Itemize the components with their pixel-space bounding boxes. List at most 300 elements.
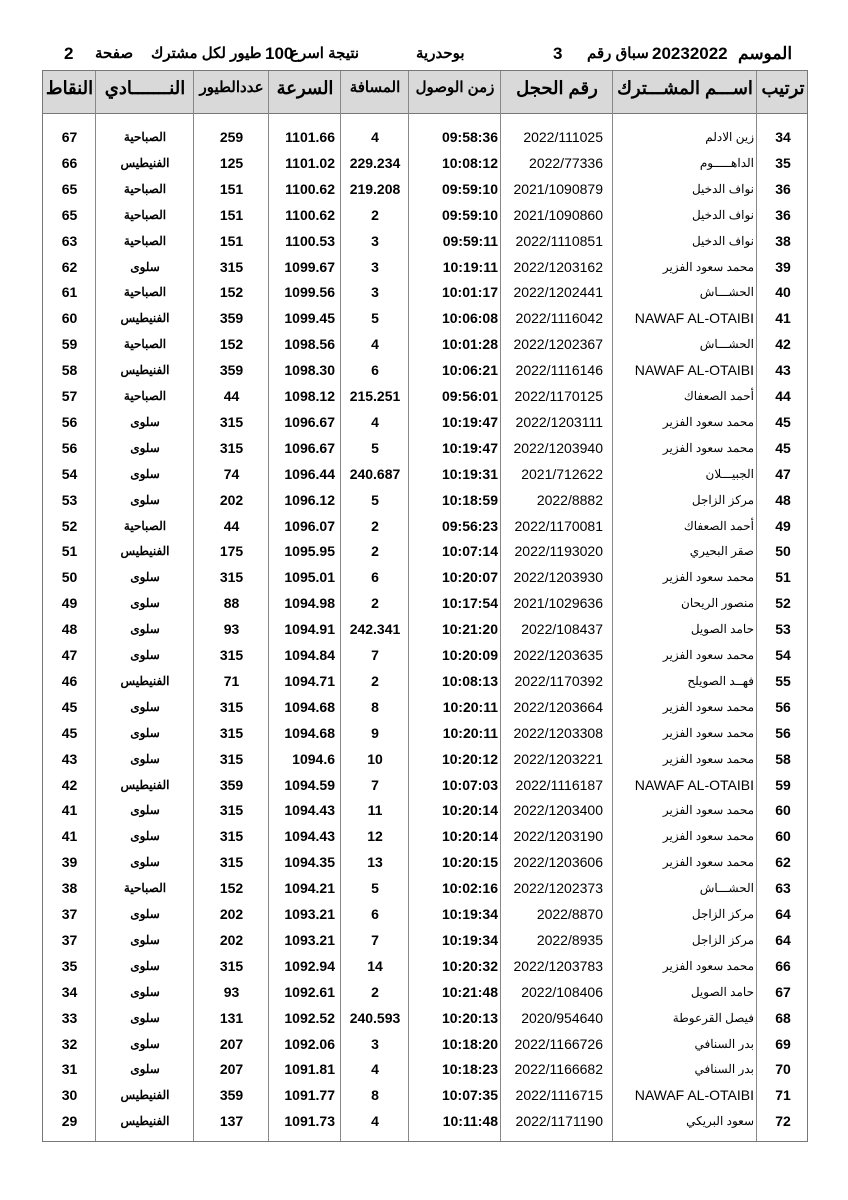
cell-rank: 63: [775, 880, 791, 897]
cell-birds: 359: [219, 362, 244, 379]
cell-rank: 52: [775, 595, 791, 612]
cell-distance: 240.687: [349, 465, 401, 482]
table-row: [43, 435, 807, 461]
cell-points: 54: [61, 465, 78, 482]
table-row: [43, 953, 807, 979]
cell-name: NAWAF AL-OTAIBI: [634, 362, 754, 379]
cell-club: سلوى: [130, 751, 160, 766]
cell-points: 57: [61, 388, 78, 404]
cell-rank: 60: [775, 802, 791, 819]
cell-distance: 8: [371, 698, 379, 715]
table-row: [43, 642, 807, 668]
cell-time: 10:20:13: [441, 1009, 498, 1026]
cell-name: سعود البريكي: [686, 1114, 754, 1129]
cell-club: الصباحية: [123, 285, 167, 300]
cell-club: سلوى: [130, 829, 160, 844]
cell-rank: 66: [775, 957, 791, 974]
cell-birds: 315: [219, 258, 244, 275]
cell-rank: 40: [775, 284, 791, 301]
cell-club: الفنيطيس: [120, 155, 170, 170]
cell-rank: 60: [775, 828, 791, 845]
cell-points: 41: [61, 802, 78, 819]
cell-rank: 45: [775, 439, 791, 456]
cell-name: الحشـــاش: [699, 285, 754, 300]
bird-count: 100: [265, 44, 294, 63]
column-divider: [193, 71, 194, 1141]
cell-club: سلوى: [130, 958, 160, 973]
cell-birds: 315: [219, 854, 244, 871]
cell-speed: 1096.44: [284, 465, 335, 482]
cell-points: 42: [61, 776, 78, 793]
cell-distance: 4: [371, 1113, 379, 1130]
cell-club: سلوى: [130, 622, 160, 637]
cell-distance: 8: [371, 1087, 379, 1104]
cell-rank: 38: [775, 232, 791, 249]
cell-club: الفنيطيس: [120, 777, 170, 792]
column-header-ring[interactable]: رقم الحجل: [516, 78, 598, 98]
table-row: [43, 849, 807, 875]
cell-distance: 4: [371, 129, 379, 145]
cell-time: 10:08:12: [441, 154, 498, 171]
cell-time: 10:19:47: [441, 413, 498, 430]
cell-distance: 3: [371, 258, 379, 275]
cell-rank: 64: [775, 931, 791, 948]
cell-name: نواف الدخيل: [691, 207, 754, 222]
cell-name: مركز الزاجل: [691, 907, 754, 921]
cell-name: الحشـــاش: [699, 337, 754, 352]
cell-name: الجبيـــلان: [705, 466, 754, 481]
cell-points: 53: [61, 491, 78, 508]
per-participant-label: طيور لكل مشترك: [151, 45, 262, 62]
cell-distance: 7: [371, 931, 379, 948]
table-row: [43, 305, 807, 331]
cell-time: 10:20:12: [441, 750, 498, 767]
cell-time: 10:18:20: [441, 1035, 498, 1052]
cell-rank: 35: [775, 154, 791, 171]
cell-name: محمد سعود الفزير: [662, 725, 754, 740]
cell-time: 10:20:07: [441, 569, 498, 586]
cell-rank: 39: [775, 258, 791, 275]
cell-speed: 1101.66: [285, 129, 335, 145]
table-row: [43, 383, 807, 409]
cell-birds: 151: [219, 180, 244, 197]
cell-speed: 1098.56: [284, 336, 335, 353]
cell-name: محمد سعود الفزير: [662, 803, 754, 818]
cell-points: 52: [61, 517, 78, 534]
cell-birds: 74: [223, 465, 240, 482]
cell-birds: 44: [223, 517, 240, 534]
cell-rank: 62: [775, 854, 791, 871]
cell-club: الفنيطيس: [120, 311, 170, 326]
cell-rank: 53: [775, 621, 791, 638]
cell-birds: 44: [223, 388, 240, 404]
cell-speed: 1098.12: [284, 388, 335, 404]
cell-points: 51: [61, 543, 78, 560]
column-divider: [612, 71, 613, 1141]
cell-distance: 3: [371, 232, 379, 249]
table-row: [43, 331, 807, 357]
cell-name: محمد سعود الفزير: [662, 699, 754, 714]
cell-ring: 2022/108437: [521, 621, 603, 638]
table-row: [43, 357, 807, 383]
cell-points: 38: [61, 880, 78, 897]
table-row: [43, 590, 807, 616]
cell-speed: 1092.06: [284, 1035, 335, 1052]
cell-rank: 47: [775, 465, 791, 482]
cell-speed: 1092.61: [284, 983, 335, 1000]
cell-speed: 1093.21: [284, 931, 335, 948]
cell-time: 10:19:11: [442, 258, 498, 275]
cell-speed: 1100.53: [285, 232, 335, 249]
cell-ring: 2022/77336: [529, 154, 603, 171]
cell-name: أحمد الصعفاك: [683, 389, 754, 403]
cell-name: NAWAF AL-OTAIBI: [634, 1087, 754, 1104]
table-row: [43, 694, 807, 720]
cell-time: 10:19:34: [441, 931, 498, 948]
cell-time: 10:20:14: [441, 828, 498, 845]
cell-ring: 2022/1202367: [513, 336, 603, 353]
cell-speed: 1095.95: [284, 543, 335, 560]
cell-speed: 1091.81: [284, 1061, 335, 1078]
cell-rank: 68: [775, 1009, 791, 1026]
cell-club: سلوى: [130, 492, 160, 507]
cell-distance: 6: [371, 569, 379, 586]
cell-ring: 2022/1116146: [515, 362, 603, 379]
cell-rank: 50: [775, 543, 791, 560]
cell-rank: 48: [775, 491, 791, 508]
cell-points: 41: [61, 828, 78, 845]
column-divider: [408, 71, 409, 1141]
cell-name: مركز الزاجل: [691, 932, 754, 947]
cell-speed: 1093.21: [284, 906, 335, 922]
column-header-name[interactable]: اســـم المشـــترك: [617, 78, 753, 98]
cell-birds: 93: [223, 621, 240, 638]
cell-rank: 56: [775, 724, 791, 741]
cell-club: سلوى: [130, 725, 160, 740]
cell-name: محمد سعود الفزير: [662, 570, 754, 585]
cell-name: صقر البحيري: [689, 544, 754, 559]
cell-points: 66: [61, 154, 78, 171]
table-row: [43, 616, 807, 642]
table-row: [43, 513, 807, 539]
cell-time: 10:19:34: [441, 906, 498, 922]
cell-time: 10:20:09: [441, 647, 498, 663]
cell-rank: 70: [775, 1061, 791, 1078]
cell-ring: 2022/1203111: [515, 413, 603, 430]
season-label: الموسم: [738, 44, 793, 63]
cell-birds: 315: [219, 698, 244, 715]
cell-club: الفنيطيس: [120, 544, 170, 559]
cell-time: 10:01:17: [441, 284, 498, 301]
cell-ring: 2021/1029636: [513, 595, 603, 612]
cell-birds: 315: [219, 750, 244, 767]
cell-club: سلوى: [130, 984, 160, 999]
cell-rank: 64: [775, 906, 791, 922]
table-row: [43, 875, 807, 901]
table-header-row: [43, 71, 807, 114]
cell-points: 37: [61, 931, 78, 948]
table-row: [43, 150, 807, 176]
cell-time: 09:58:36: [441, 129, 498, 145]
cell-ring: 2021/1090860: [513, 206, 603, 223]
cell-time: 10:20:32: [441, 957, 498, 974]
table-row: [43, 254, 807, 280]
cell-club: الفنيطيس: [120, 1114, 170, 1129]
cell-ring: 2022/1203308: [513, 724, 603, 741]
cell-club: سلوى: [130, 648, 160, 662]
cell-ring: 2022/1203190: [513, 828, 603, 845]
cell-speed: 1096.12: [284, 491, 335, 508]
cell-ring: 2020/954640: [521, 1009, 603, 1026]
cell-club: سلوى: [130, 1062, 160, 1077]
cell-speed: 1094.43: [284, 802, 335, 819]
cell-time: 10:21:48: [441, 983, 498, 1000]
cell-birds: 125: [219, 154, 244, 171]
cell-ring: 2022/1202441: [513, 284, 603, 301]
cell-points: 34: [61, 983, 78, 1000]
column-header-points[interactable]: النقاط: [45, 78, 94, 98]
cell-rank: 56: [775, 698, 791, 715]
table-row: [43, 1056, 807, 1082]
cell-birds: 359: [219, 310, 244, 327]
cell-speed: 1100.62: [285, 180, 335, 197]
table-row: [43, 564, 807, 590]
cell-distance: 6: [371, 906, 379, 922]
cell-name: مركز الزاجل: [691, 492, 754, 507]
cell-time: 10:19:47: [441, 439, 498, 456]
cell-time: 10:20:14: [441, 802, 498, 819]
table-row: [43, 720, 807, 746]
cell-club: الصباحية: [123, 518, 167, 533]
cell-distance: 2: [371, 983, 379, 1000]
cell-birds: 131: [219, 1009, 244, 1026]
cell-name: محمد سعود الفزير: [662, 829, 754, 844]
page-label: صفحة: [95, 45, 134, 62]
cell-distance: 4: [371, 336, 379, 353]
cell-club: سلوى: [130, 414, 160, 429]
cell-distance: 13: [367, 854, 383, 871]
cell-points: 65: [61, 206, 78, 223]
cell-distance: 14: [367, 957, 383, 974]
cell-rank: 69: [775, 1035, 791, 1052]
cell-ring: 2022/111025: [523, 129, 603, 145]
page-number: 2: [64, 44, 74, 63]
cell-ring: 2022/1116715: [515, 1087, 603, 1104]
cell-name: منصور الريحان: [681, 596, 754, 611]
cell-time: 10:19:31: [441, 465, 498, 482]
cell-ring: 2022/1202373: [513, 880, 603, 897]
cell-distance: 4: [371, 1061, 379, 1078]
cell-name: حامد الصويل: [690, 984, 754, 999]
cell-ring: 2021/712622: [521, 465, 603, 482]
cell-birds: 151: [219, 232, 244, 249]
cell-distance: 2: [371, 206, 379, 223]
cell-speed: 1095.01: [284, 569, 335, 586]
table-row: [43, 823, 807, 849]
cell-speed: 1099.45: [284, 310, 335, 327]
cell-rank: 71: [775, 1087, 791, 1104]
table-row: [43, 279, 807, 305]
cell-points: 45: [61, 698, 78, 715]
cell-speed: 1101.02: [285, 154, 335, 171]
table-row: [43, 487, 807, 513]
cell-club: الصباحية: [123, 207, 167, 222]
cell-name: محمد سعود الفزير: [662, 414, 754, 429]
cell-speed: 1094.71: [284, 672, 335, 689]
cell-points: 61: [61, 284, 78, 301]
cell-name: نواف الدخيل: [691, 233, 754, 248]
cell-distance: 3: [371, 1035, 379, 1052]
cell-speed: 1094.6: [292, 750, 335, 767]
table-row: [43, 746, 807, 772]
table-row: [43, 538, 807, 564]
table-row: [43, 124, 807, 150]
cell-ring: 2022/1170125: [514, 388, 603, 404]
cell-club: الفنيطيس: [120, 673, 170, 688]
table-row: [43, 927, 807, 953]
cell-club: الصباحية: [123, 233, 167, 248]
cell-points: 48: [61, 621, 78, 638]
column-header-rank[interactable]: ترتيب: [761, 78, 805, 98]
cell-points: 45: [61, 724, 78, 741]
cell-ring: 2022/1110851: [515, 232, 603, 249]
table-row: [43, 461, 807, 487]
cell-club: سلوى: [130, 803, 160, 818]
season-value: 20232022: [652, 44, 728, 63]
cell-points: 47: [61, 647, 78, 663]
column-header-birds[interactable]: عددالطيور: [199, 79, 264, 96]
table-row: [43, 1005, 807, 1031]
cell-speed: 1099.56: [284, 284, 335, 301]
cell-name: محمد سعود الفزير: [662, 259, 754, 274]
cell-rank: 51: [775, 569, 791, 586]
cell-points: 32: [61, 1035, 78, 1052]
cell-speed: 1094.21: [284, 880, 335, 897]
table-row: [43, 176, 807, 202]
cell-speed: 1096.07: [284, 517, 335, 534]
table-row: [43, 228, 807, 254]
cell-points: 49: [61, 595, 78, 612]
cell-points: 35: [61, 957, 78, 974]
cell-birds: 315: [219, 439, 244, 456]
cell-rank: 42: [775, 336, 791, 353]
cell-ring: 2022/1203930: [513, 569, 603, 586]
cell-time: 10:07:14: [441, 543, 498, 560]
cell-time: 10:07:35: [441, 1087, 498, 1104]
cell-club: سلوى: [130, 699, 160, 714]
cell-club: الصباحية: [123, 881, 167, 896]
cell-ring: 2022/1203664: [513, 698, 603, 715]
cell-name: فيصل القرعوطة: [672, 1010, 754, 1025]
cell-points: 37: [61, 906, 78, 922]
column-divider: [500, 71, 501, 1141]
column-divider: [95, 71, 96, 1141]
cell-time: 10:21:20: [441, 621, 498, 638]
cell-birds: 71: [223, 672, 240, 689]
cell-rank: 67: [775, 983, 791, 1000]
cell-distance: 240.593: [349, 1009, 401, 1026]
cell-speed: 1094.84: [284, 647, 335, 663]
cell-name: حامد الصويل: [690, 622, 754, 637]
cell-points: 50: [61, 569, 78, 586]
cell-birds: 359: [219, 776, 244, 793]
cell-ring: 2022/8882: [536, 491, 603, 508]
cell-time: 10:08:13: [441, 672, 498, 689]
cell-ring: 2022/8870: [536, 906, 603, 922]
cell-ring: 2022/1170392: [514, 672, 603, 689]
cell-speed: 1094.68: [284, 698, 335, 715]
cell-club: سلوى: [130, 932, 160, 947]
cell-speed: 1091.73: [284, 1113, 335, 1130]
cell-time: 10:06:21: [441, 362, 498, 379]
cell-ring: 2022/1193020: [514, 543, 603, 560]
cell-club: الصباحية: [123, 181, 167, 196]
cell-club: الصباحية: [123, 389, 167, 403]
cell-speed: 1096.67: [284, 439, 335, 456]
column-header-speed[interactable]: السرعة: [276, 78, 334, 98]
cell-time: 10:01:28: [441, 336, 498, 353]
cell-points: 46: [61, 672, 78, 689]
cell-birds: 202: [219, 491, 244, 508]
column-divider: [756, 71, 757, 1141]
cell-ring: 2022/1203940: [513, 439, 603, 456]
cell-points: 56: [61, 439, 78, 456]
cell-time: 09:59:10: [441, 180, 498, 197]
cell-rank: 58: [775, 750, 791, 767]
cell-time: 10:02:16: [441, 880, 498, 897]
cell-birds: 207: [219, 1061, 244, 1078]
table-row: [43, 1082, 807, 1108]
cell-name: الحشـــاش: [699, 881, 754, 896]
cell-rank: 41: [775, 310, 791, 327]
column-header-time[interactable]: زمن الوصول: [415, 79, 495, 96]
cell-rank: 72: [775, 1113, 791, 1130]
cell-distance: 2: [371, 543, 379, 560]
cell-rank: 44: [775, 388, 791, 404]
cell-time: 09:56:23: [441, 517, 498, 534]
cell-distance: 7: [371, 776, 379, 793]
results-table: [42, 70, 808, 1142]
column-header-distance[interactable]: المسافة: [349, 79, 401, 96]
cell-birds: 202: [219, 906, 244, 922]
cell-name: محمد سعود الفزير: [662, 648, 754, 662]
cell-points: 59: [61, 336, 78, 353]
cell-birds: 175: [219, 543, 244, 560]
cell-birds: 315: [219, 413, 244, 430]
cell-ring: 2022/1203783: [513, 957, 603, 974]
cell-distance: 5: [371, 880, 379, 897]
cell-time: 10:06:08: [441, 310, 498, 327]
cell-rank: 43: [775, 362, 791, 379]
column-header-club[interactable]: النـــــــادي: [104, 78, 186, 98]
cell-birds: 93: [223, 983, 240, 1000]
cell-speed: 1094.68: [284, 724, 335, 741]
cell-speed: 1094.43: [284, 828, 335, 845]
cell-points: 56: [61, 413, 78, 430]
table-row: [43, 901, 807, 927]
cell-speed: 1096.67: [284, 413, 335, 430]
cell-birds: 315: [219, 828, 244, 845]
cell-name: بدر السنافي: [694, 1062, 754, 1077]
cell-birds: 259: [219, 129, 244, 145]
cell-time: 09:56:01: [441, 388, 498, 404]
table-row: [43, 202, 807, 228]
cell-speed: 1094.98: [284, 595, 335, 612]
cell-birds: 137: [219, 1113, 244, 1130]
cell-points: 60: [61, 310, 78, 327]
cell-birds: 315: [219, 647, 244, 663]
cell-birds: 152: [219, 880, 244, 897]
